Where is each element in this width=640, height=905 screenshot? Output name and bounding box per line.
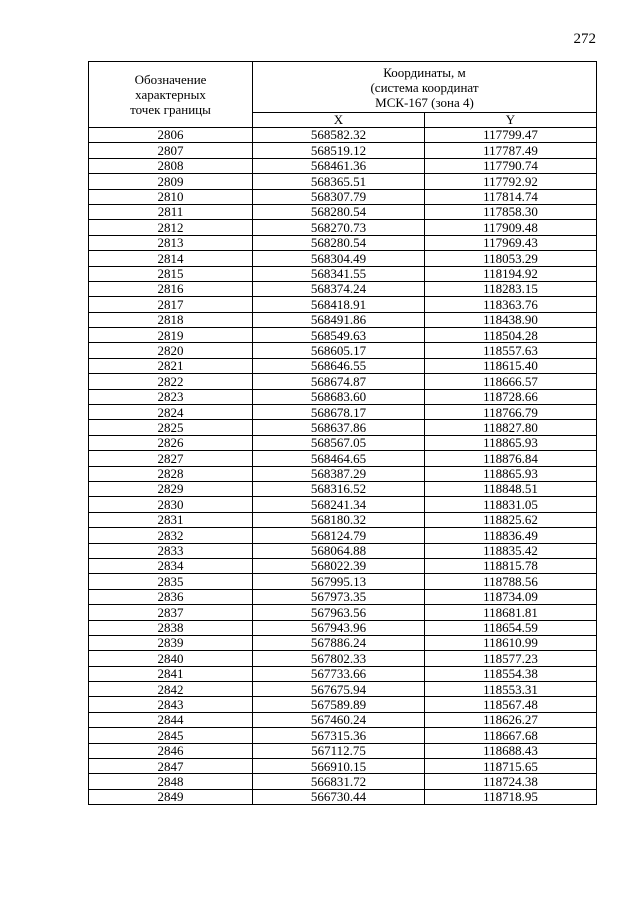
point-id-cell: 2812 — [89, 220, 253, 235]
x-coordinate-cell: 568280.54 — [253, 235, 425, 250]
x-coordinate-cell: 568374.24 — [253, 281, 425, 296]
x-coordinate-cell: 568341.55 — [253, 266, 425, 281]
x-coordinate-cell: 568124.79 — [253, 528, 425, 543]
y-coordinate-cell: 117787.49 — [425, 143, 597, 158]
point-id-cell: 2814 — [89, 251, 253, 266]
x-coordinate-cell: 568418.91 — [253, 297, 425, 312]
y-coordinate-cell: 118504.28 — [425, 328, 597, 343]
table-row — [89, 420, 597, 435]
y-coordinate-cell: 118827.80 — [425, 420, 597, 435]
y-coordinate-cell: 118681.81 — [425, 605, 597, 620]
table-row — [89, 358, 597, 373]
y-coordinate-cell: 117814.74 — [425, 189, 597, 204]
y-coordinate-cell: 118734.09 — [425, 589, 597, 604]
y-coordinate-cell: 118825.62 — [425, 512, 597, 527]
y-coordinate-cell: 118836.49 — [425, 528, 597, 543]
table-row — [89, 712, 597, 727]
y-coordinate-cell: 118724.38 — [425, 774, 597, 789]
table-row — [89, 589, 597, 604]
point-id-cell: 2846 — [89, 743, 253, 758]
x-coordinate-cell: 568270.73 — [253, 220, 425, 235]
x-coordinate-cell: 568064.88 — [253, 543, 425, 558]
x-coordinate-cell: 568646.55 — [253, 358, 425, 373]
table-row — [89, 759, 597, 774]
x-coordinate-cell: 567112.75 — [253, 743, 425, 758]
y-coordinate-cell: 118835.42 — [425, 543, 597, 558]
x-coordinate-cell: 567886.24 — [253, 635, 425, 650]
x-coordinate-cell: 568365.51 — [253, 174, 425, 189]
point-id-cell: 2807 — [89, 143, 253, 158]
y-coordinate-cell: 117909.48 — [425, 220, 597, 235]
table-row — [89, 266, 597, 281]
table-header — [89, 62, 597, 128]
y-coordinate-cell: 117792.92 — [425, 174, 597, 189]
table-row — [89, 789, 597, 804]
point-id-cell: 2831 — [89, 512, 253, 527]
y-coordinate-cell: 118557.63 — [425, 343, 597, 358]
x-coordinate-cell: 568307.79 — [253, 189, 425, 204]
y-coordinate-cell: 118577.23 — [425, 651, 597, 666]
x-coordinate-cell: 568519.12 — [253, 143, 425, 158]
point-id-cell: 2832 — [89, 528, 253, 543]
point-header-line: точек границы — [130, 102, 211, 117]
x-coordinate-cell: 568241.34 — [253, 497, 425, 512]
y-coordinate-cell: 118831.05 — [425, 497, 597, 512]
y-coordinate-cell: 118688.43 — [425, 743, 597, 758]
point-id-cell: 2839 — [89, 635, 253, 650]
y-coordinate-cell: 118815.78 — [425, 558, 597, 573]
table-row — [89, 528, 597, 543]
x-coordinate-cell: 567460.24 — [253, 712, 425, 727]
x-column-header: X — [253, 113, 425, 128]
point-id-cell: 2810 — [89, 189, 253, 204]
table-row — [89, 558, 597, 573]
table-row — [89, 235, 597, 250]
table-row — [89, 281, 597, 296]
boundary-points-table — [88, 61, 597, 805]
x-coordinate-cell: 568387.29 — [253, 466, 425, 481]
x-coordinate-cell: 567963.56 — [253, 605, 425, 620]
table-row — [89, 189, 597, 204]
point-id-cell: 2822 — [89, 374, 253, 389]
x-coordinate-cell: 568180.32 — [253, 512, 425, 527]
y-coordinate-cell: 118553.31 — [425, 682, 597, 697]
point-id-cell: 2842 — [89, 682, 253, 697]
x-coordinate-cell: 567995.13 — [253, 574, 425, 589]
point-id-cell: 2824 — [89, 405, 253, 420]
table-row — [89, 728, 597, 743]
y-coordinate-cell: 117858.30 — [425, 204, 597, 219]
point-id-cell: 2827 — [89, 451, 253, 466]
table-row — [89, 774, 597, 789]
x-coordinate-cell: 567802.33 — [253, 651, 425, 666]
point-id-cell: 2826 — [89, 435, 253, 450]
x-coordinate-cell: 566730.44 — [253, 789, 425, 804]
point-header-line: характерных — [135, 87, 206, 102]
y-coordinate-cell: 118554.38 — [425, 666, 597, 681]
table-row — [89, 312, 597, 327]
table-row — [89, 451, 597, 466]
y-coordinate-cell: 118615.40 — [425, 358, 597, 373]
point-id-cell: 2849 — [89, 789, 253, 804]
y-coordinate-cell: 117799.47 — [425, 128, 597, 143]
point-id-cell: 2820 — [89, 343, 253, 358]
point-id-cell: 2845 — [89, 728, 253, 743]
coordinates-column-header — [253, 62, 597, 113]
y-coordinate-cell: 117969.43 — [425, 235, 597, 250]
x-coordinate-cell: 566910.15 — [253, 759, 425, 774]
table-row — [89, 620, 597, 635]
point-id-cell: 2813 — [89, 235, 253, 250]
x-coordinate-cell: 567675.94 — [253, 682, 425, 697]
y-column-header: Y — [425, 113, 597, 128]
table-row — [89, 435, 597, 450]
point-id-cell: 2838 — [89, 620, 253, 635]
y-coordinate-cell: 118667.68 — [425, 728, 597, 743]
x-coordinate-cell: 567973.35 — [253, 589, 425, 604]
table-row — [89, 651, 597, 666]
table-row — [89, 343, 597, 358]
y-coordinate-cell: 118728.66 — [425, 389, 597, 404]
y-coordinate-cell: 118610.99 — [425, 635, 597, 650]
table-row — [89, 666, 597, 681]
x-coordinate-cell: 568674.87 — [253, 374, 425, 389]
x-coordinate-cell: 567733.66 — [253, 666, 425, 681]
point-id-cell: 2806 — [89, 128, 253, 143]
y-coordinate-cell: 118438.90 — [425, 312, 597, 327]
y-coordinate-cell: 118626.27 — [425, 712, 597, 727]
point-id-cell: 2835 — [89, 574, 253, 589]
point-id-cell: 2823 — [89, 389, 253, 404]
table-row — [89, 466, 597, 481]
point-id-cell: 2848 — [89, 774, 253, 789]
point-id-cell: 2841 — [89, 666, 253, 681]
table-body — [89, 128, 597, 805]
point-id-cell: 2809 — [89, 174, 253, 189]
y-coordinate-cell: 118718.95 — [425, 789, 597, 804]
y-coordinate-cell: 118766.79 — [425, 405, 597, 420]
point-id-cell: 2808 — [89, 158, 253, 173]
table-row — [89, 143, 597, 158]
point-id-cell: 2816 — [89, 281, 253, 296]
y-coordinate-cell: 118788.56 — [425, 574, 597, 589]
point-column-header — [89, 62, 253, 128]
table-row — [89, 697, 597, 712]
y-coordinate-cell: 118865.93 — [425, 466, 597, 481]
point-id-cell: 2836 — [89, 589, 253, 604]
point-id-cell: 2843 — [89, 697, 253, 712]
table-row — [89, 251, 597, 266]
x-coordinate-cell: 568683.60 — [253, 389, 425, 404]
x-coordinate-cell: 568567.05 — [253, 435, 425, 450]
point-id-cell: 2833 — [89, 543, 253, 558]
point-id-cell: 2844 — [89, 712, 253, 727]
point-id-cell: 2815 — [89, 266, 253, 281]
y-coordinate-cell: 118865.93 — [425, 435, 597, 450]
x-coordinate-cell: 566831.72 — [253, 774, 425, 789]
y-coordinate-cell: 118876.84 — [425, 451, 597, 466]
point-id-cell: 2830 — [89, 497, 253, 512]
x-coordinate-cell: 568461.36 — [253, 158, 425, 173]
point-id-cell: 2821 — [89, 358, 253, 373]
table-row — [89, 158, 597, 173]
table-row — [89, 512, 597, 527]
y-coordinate-cell: 118283.15 — [425, 281, 597, 296]
point-header-line: Обозначение — [134, 72, 207, 87]
x-coordinate-cell: 568316.52 — [253, 481, 425, 496]
table-row — [89, 405, 597, 420]
point-id-cell: 2834 — [89, 558, 253, 573]
y-coordinate-cell: 118654.59 — [425, 620, 597, 635]
y-coordinate-cell: 118848.51 — [425, 481, 597, 496]
point-id-cell: 2819 — [89, 328, 253, 343]
table-row — [89, 220, 597, 235]
y-coordinate-cell: 117790.74 — [425, 158, 597, 173]
table-row — [89, 389, 597, 404]
point-id-cell: 2829 — [89, 481, 253, 496]
page-number: 272 — [573, 31, 596, 47]
y-coordinate-cell: 118715.65 — [425, 759, 597, 774]
point-id-cell: 2828 — [89, 466, 253, 481]
table-row — [89, 374, 597, 389]
y-coordinate-cell: 118567.48 — [425, 697, 597, 712]
table-row — [89, 543, 597, 558]
x-coordinate-cell: 568549.63 — [253, 328, 425, 343]
point-id-cell: 2825 — [89, 420, 253, 435]
table-row — [89, 574, 597, 589]
coords-header-line: (система координат — [370, 79, 479, 95]
table-row — [89, 174, 597, 189]
x-coordinate-cell: 568464.65 — [253, 451, 425, 466]
table-row — [89, 481, 597, 496]
point-id-cell: 2847 — [89, 759, 253, 774]
x-coordinate-cell: 567943.96 — [253, 620, 425, 635]
x-coordinate-cell: 568605.17 — [253, 343, 425, 358]
x-coordinate-cell: 568678.17 — [253, 405, 425, 420]
point-id-cell: 2817 — [89, 297, 253, 312]
x-coordinate-cell: 568022.39 — [253, 558, 425, 573]
x-coordinate-cell: 568582.32 — [253, 128, 425, 143]
table-row — [89, 743, 597, 758]
table-row — [89, 128, 597, 143]
x-coordinate-cell: 568280.54 — [253, 204, 425, 219]
table-row — [89, 497, 597, 512]
x-coordinate-cell: 567589.89 — [253, 697, 425, 712]
x-coordinate-cell: 568304.49 — [253, 251, 425, 266]
y-coordinate-cell: 118363.76 — [425, 297, 597, 312]
point-id-cell: 2837 — [89, 605, 253, 620]
y-coordinate-cell: 118053.29 — [425, 251, 597, 266]
x-coordinate-cell: 567315.36 — [253, 728, 425, 743]
y-coordinate-cell: 118194.92 — [425, 266, 597, 281]
x-coordinate-cell: 568491.86 — [253, 312, 425, 327]
table-row — [89, 328, 597, 343]
point-id-cell: 2811 — [89, 204, 253, 219]
coords-header-line: Координаты, м — [383, 64, 466, 80]
x-coordinate-cell: 568637.86 — [253, 420, 425, 435]
y-coordinate-cell: 118666.57 — [425, 374, 597, 389]
coords-header-line: МСК-167 (зона 4) — [375, 94, 474, 110]
table-row — [89, 682, 597, 697]
table-row — [89, 204, 597, 219]
point-id-cell: 2840 — [89, 651, 253, 666]
table-row — [89, 635, 597, 650]
table-row — [89, 297, 597, 312]
table-row — [89, 605, 597, 620]
point-id-cell: 2818 — [89, 312, 253, 327]
